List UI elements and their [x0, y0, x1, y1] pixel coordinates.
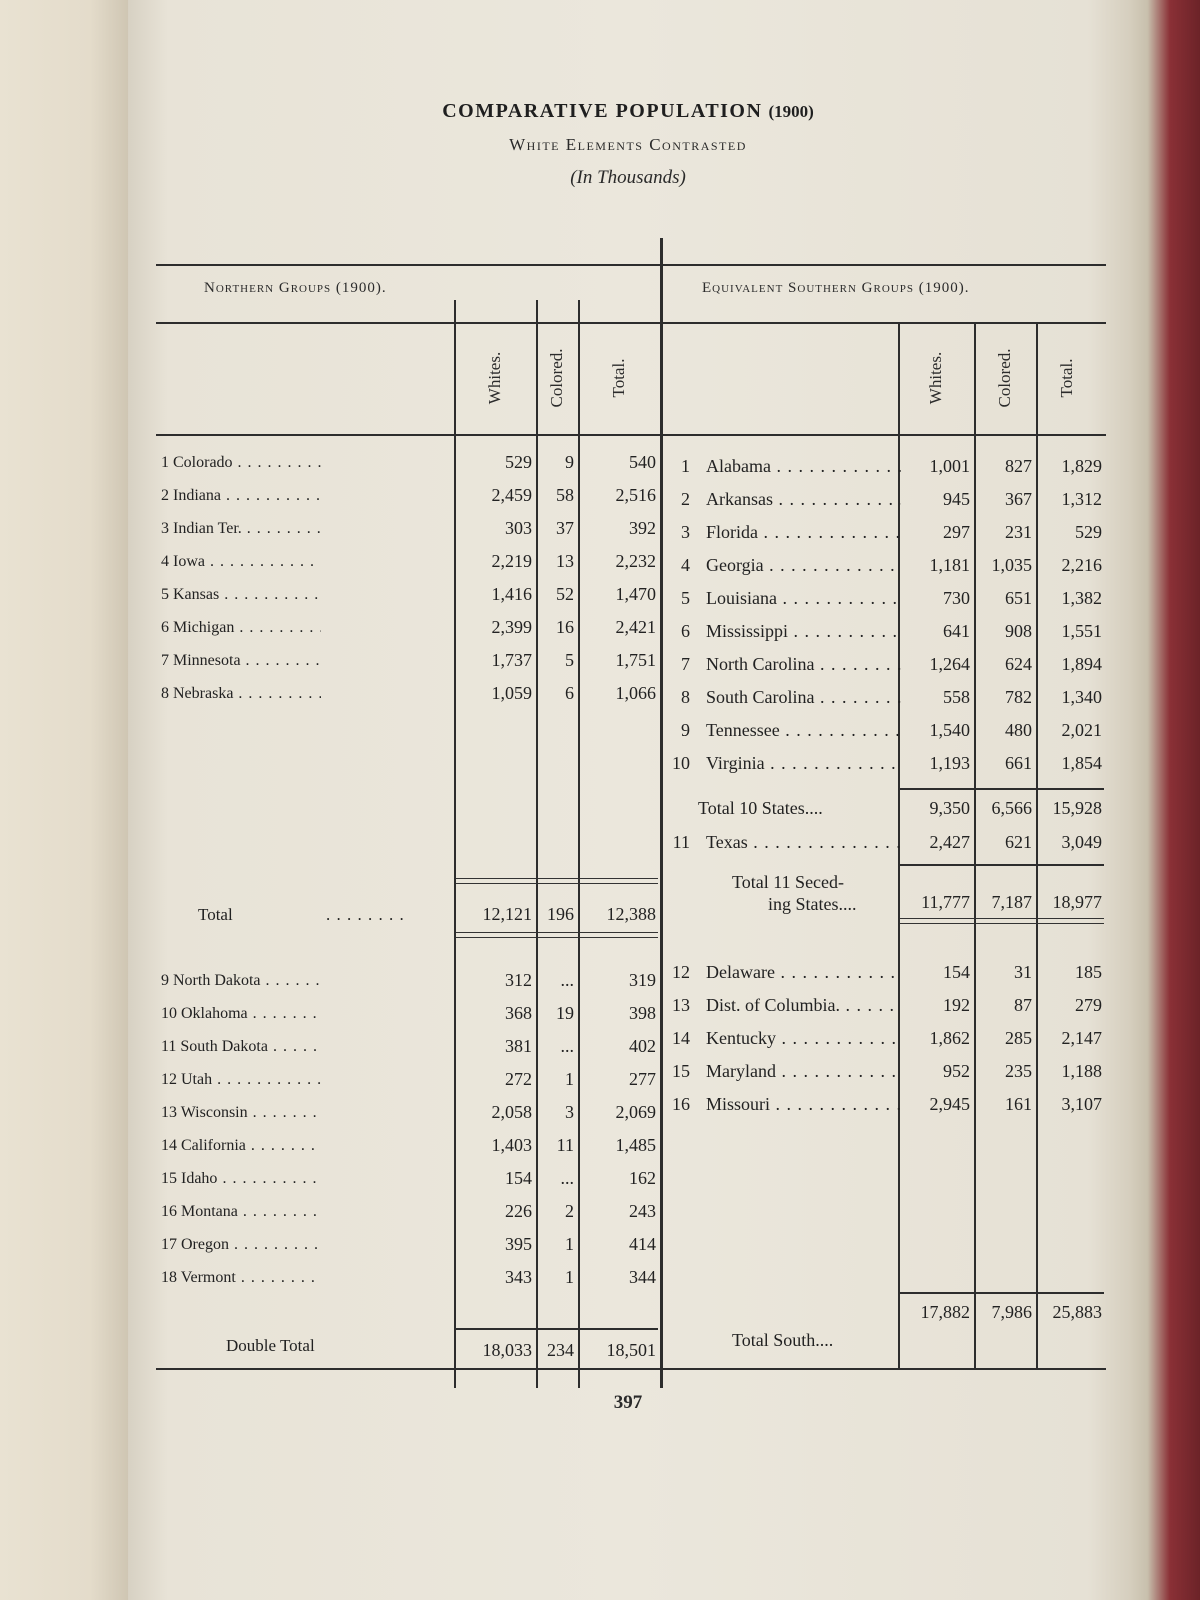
colored-value: ...	[560, 1168, 574, 1188]
whites-value: 1,059	[491, 683, 532, 703]
table-row	[156, 654, 1106, 687]
page-number: 397	[613, 1392, 643, 1413]
colored-value: 11	[556, 1135, 574, 1155]
colored-value: 1	[565, 1267, 574, 1287]
total-value: 1,066	[615, 683, 656, 703]
top-rule	[156, 264, 1106, 266]
total-rule	[900, 864, 1104, 866]
total-10-whites: 9,350	[929, 798, 970, 818]
colored-value: 285	[1005, 1028, 1032, 1048]
state-name: 18 Vermont . . .	[161, 1269, 321, 1287]
row-index: 7	[681, 654, 690, 674]
state-name: 10 Oklahoma . . .	[161, 1005, 321, 1023]
unit-note: (In Thousands)	[570, 167, 686, 188]
north-double-total-total: 18,501	[606, 1340, 656, 1360]
southern-heading: Equivalent Southern Groups (1900).	[702, 280, 970, 296]
state-name: South Carolina . . .	[706, 687, 901, 708]
total-value: 1,312	[1061, 489, 1102, 509]
whites-value: 1,264	[929, 654, 970, 674]
total-value: 2,421	[615, 617, 656, 637]
colored-value: 908	[1005, 621, 1032, 641]
whites-value: 1,416	[491, 584, 532, 604]
state-name: North Carolina . . .	[706, 654, 901, 675]
whites-value: 2,945	[929, 1094, 970, 1114]
colored-value: 480	[1005, 720, 1032, 740]
state-name: 6 Michigan . . .	[161, 619, 321, 637]
table-row	[156, 456, 1106, 489]
table-row	[156, 687, 1106, 720]
row-index: 8	[681, 687, 690, 707]
whites-value: 297	[943, 522, 970, 542]
total-value: 1,382	[1061, 588, 1102, 608]
whites-value: 641	[943, 621, 970, 641]
state-name: Kentucky . . .	[706, 1028, 901, 1049]
colored-value: 661	[1005, 753, 1032, 773]
colored-value: 58	[556, 485, 574, 505]
whites-value: 2,459	[491, 485, 532, 505]
north-total-total: 12,388	[606, 904, 656, 924]
row-index: 15	[672, 1061, 690, 1081]
state-name: Virginia . . .	[706, 753, 901, 774]
total-south-total: 25,883	[1052, 1302, 1102, 1322]
whites-value: 1,737	[491, 650, 532, 670]
colored-value: 9	[565, 452, 574, 472]
book-page	[128, 0, 1128, 1600]
table-row	[156, 588, 1106, 621]
colored-value: 87	[1014, 995, 1032, 1015]
colored-value: 13	[556, 551, 574, 571]
state-name: Dist. of Columbia. . . .	[706, 995, 901, 1016]
whites-value: 312	[505, 970, 532, 990]
total-11-label-line1: Total 11 Seced-	[732, 872, 845, 892]
total-rule	[456, 1328, 658, 1330]
row-index: 14	[672, 1028, 690, 1048]
whites-value: 154	[943, 962, 970, 982]
total-value: 1,894	[1061, 654, 1102, 674]
total-value: 3,049	[1061, 832, 1102, 852]
row-index: 4	[681, 555, 690, 575]
total-value: 2,021	[1061, 720, 1102, 740]
table-row	[156, 753, 1106, 786]
state-name: Florida . . .	[706, 522, 901, 543]
total-rule	[900, 1292, 1104, 1294]
population-table	[156, 238, 1106, 1408]
north-total-colored: 196	[547, 904, 574, 924]
state-name: 4 Iowa . . .	[161, 553, 321, 571]
colored-value: 6	[565, 683, 574, 703]
state-name: Tennessee . . .	[706, 720, 901, 741]
colored-value: 231	[1005, 522, 1032, 542]
total-10-colored: 6,566	[991, 798, 1032, 818]
total-value: 162	[629, 1168, 656, 1188]
whites-value: 529	[505, 452, 532, 472]
total-value: 1,188	[1061, 1061, 1102, 1081]
whites-value: 2,427	[929, 832, 970, 852]
whites-value: 272	[505, 1069, 532, 1089]
total-value: 392	[629, 518, 656, 538]
table-row	[156, 555, 1106, 588]
whites-value: 2,399	[491, 617, 532, 637]
total-value: 2,147	[1061, 1028, 1102, 1048]
whites-value: 381	[505, 1036, 532, 1056]
total-value: 529	[1075, 522, 1102, 542]
colored-value: 19	[556, 1003, 574, 1023]
total-rule	[456, 932, 658, 938]
colored-value: 1	[565, 1234, 574, 1254]
total-value: 3,107	[1061, 1094, 1102, 1114]
total-south-whites: 17,882	[920, 1302, 970, 1322]
state-name: Arkansas . . .	[706, 489, 901, 510]
facing-page	[0, 0, 129, 1600]
whites-value: 343	[505, 1267, 532, 1287]
colored-value: 31	[1014, 962, 1032, 982]
table-row	[156, 1133, 660, 1166]
col-head-colored: Colored.	[547, 348, 566, 408]
total-value: 2,216	[1061, 555, 1102, 575]
north-total-whites: 12,121	[482, 904, 532, 924]
colored-value: 5	[565, 650, 574, 670]
colored-value: 1	[565, 1069, 574, 1089]
whites-value: 395	[505, 1234, 532, 1254]
total-value: 2,069	[615, 1102, 656, 1122]
total-south-label: Total South....	[732, 1330, 834, 1350]
row-index: 13	[672, 995, 690, 1015]
north-double-total-colored: 234	[547, 1340, 574, 1360]
total-11-whites: 11,777	[921, 892, 970, 912]
state-name: 7 Minnesota . . .	[161, 652, 321, 670]
colored-value: 621	[1005, 832, 1032, 852]
table-row	[156, 1199, 660, 1232]
col-head-total: Total.	[1057, 358, 1076, 398]
whites-value: 226	[505, 1201, 532, 1221]
northern-heading: Northern Groups (1900).	[204, 280, 387, 296]
total-value: 1,551	[1061, 621, 1102, 641]
state-name: Delaware . . .	[706, 962, 901, 983]
total-value: 1,751	[615, 650, 656, 670]
state-name: Mississippi . . .	[706, 621, 901, 642]
col-head-whites: Whites.	[485, 351, 504, 405]
total-value: 398	[629, 1003, 656, 1023]
book-edge	[1125, 0, 1200, 1600]
total-value: 344	[629, 1267, 656, 1287]
state-name: Maryland . . .	[706, 1061, 901, 1082]
colored-value: 3	[565, 1102, 574, 1122]
row-index: 10	[672, 753, 690, 773]
colored-value: 2	[565, 1201, 574, 1221]
table-row	[156, 489, 1106, 522]
whites-value: 1,193	[929, 753, 970, 773]
colored-value: 782	[1005, 687, 1032, 707]
state-name: 5 Kansas . . .	[161, 586, 321, 604]
table-row	[156, 1265, 660, 1298]
table-row	[156, 1028, 1106, 1061]
total-11-total: 18,977	[1052, 892, 1102, 912]
state-name: 1 Colorado . . .	[161, 454, 321, 472]
total-south-colored: 7,986	[991, 1302, 1032, 1322]
whites-value: 368	[505, 1003, 532, 1023]
total-rule	[456, 878, 658, 884]
state-name: 17 Oregon . . .	[161, 1236, 321, 1254]
table-row	[156, 995, 1106, 1028]
page-header	[128, 100, 1128, 189]
colored-value: 651	[1005, 588, 1032, 608]
total-value: 414	[629, 1234, 656, 1254]
table-row	[156, 1166, 660, 1199]
state-name: 13 Wisconsin . . .	[161, 1104, 321, 1122]
row-index: 6	[681, 621, 690, 641]
colored-value: ...	[560, 970, 574, 990]
whites-value: 192	[943, 995, 970, 1015]
whites-value: 1,181	[929, 555, 970, 575]
state-name: 8 Nebraska . . .	[161, 685, 321, 703]
whites-value: 2,058	[491, 1102, 532, 1122]
table-row	[156, 522, 1106, 555]
table-row	[156, 621, 1106, 654]
north-total-label: Total	[198, 905, 233, 924]
whites-value: 1,862	[929, 1028, 970, 1048]
row-index: 11	[672, 832, 690, 852]
total-rule	[900, 788, 1104, 790]
col-head-colored: Colored.	[995, 348, 1014, 408]
state-name: Georgia . . .	[706, 555, 901, 576]
whites-value: 1,403	[491, 1135, 532, 1155]
total-value: 1,485	[615, 1135, 656, 1155]
table-row	[156, 1094, 1106, 1127]
whites-value: 558	[943, 687, 970, 707]
state-name: 15 Idaho . . .	[161, 1170, 321, 1188]
colored-value: 16	[556, 617, 574, 637]
total-value: 1,340	[1061, 687, 1102, 707]
state-name: 12 Utah . . .	[161, 1071, 321, 1089]
total-value: 1,470	[615, 584, 656, 604]
row-index: 12	[672, 962, 690, 982]
total-value: 1,829	[1061, 456, 1102, 476]
colored-value: 624	[1005, 654, 1032, 674]
colored-value: 235	[1005, 1061, 1032, 1081]
colored-value: 161	[1005, 1094, 1032, 1114]
total-value: 1,854	[1061, 753, 1102, 773]
state-name: Texas . . .	[706, 832, 901, 853]
total-11-colored: 7,187	[991, 892, 1032, 912]
state-name: Missouri . . .	[706, 1094, 901, 1115]
whites-value: 1,540	[929, 720, 970, 740]
state-name: Alabama . . .	[706, 456, 901, 477]
total-value: 2,516	[615, 485, 656, 505]
row-index: 9	[681, 720, 690, 740]
leader-dots: . . . . . . . .	[326, 905, 405, 924]
north-double-total-whites: 18,033	[482, 1340, 532, 1360]
page-title: COMPARATIVE POPULATION (1900)	[442, 100, 814, 122]
row-index: 2	[681, 489, 690, 509]
total-value: 279	[1075, 995, 1102, 1015]
table-row	[156, 720, 1106, 753]
colored-value: 827	[1005, 456, 1032, 476]
total-value: 540	[629, 452, 656, 472]
whites-value: 303	[505, 518, 532, 538]
state-name: 2 Indiana . . .	[161, 487, 321, 505]
whites-value: 1,001	[929, 456, 970, 476]
whites-value: 2,219	[491, 551, 532, 571]
col-head-whites: Whites.	[926, 351, 945, 405]
row-index: 5	[681, 588, 690, 608]
whites-value: 154	[505, 1168, 532, 1188]
row-index: 3	[681, 522, 690, 542]
center-divider	[660, 238, 663, 1388]
total-value: 319	[629, 970, 656, 990]
state-name: 3 Indian Ter. . . .	[161, 520, 321, 538]
colored-value: 37	[556, 518, 574, 538]
table-row	[156, 832, 1106, 865]
whites-value: 952	[943, 1061, 970, 1081]
total-value: 2,232	[615, 551, 656, 571]
colored-value: 52	[556, 584, 574, 604]
total-rule	[900, 918, 1104, 924]
table-row	[156, 1061, 1106, 1094]
colored-value: 1,035	[991, 555, 1032, 575]
total-10-label: Total 10 States....	[698, 798, 823, 818]
colored-value: ...	[560, 1036, 574, 1056]
table-row	[156, 1232, 660, 1265]
state-name: 14 California . . .	[161, 1137, 321, 1155]
row-index: 1	[681, 456, 690, 476]
whites-value: 730	[943, 588, 970, 608]
total-value: 243	[629, 1201, 656, 1221]
total-value: 185	[1075, 962, 1102, 982]
state-name: 16 Montana . . .	[161, 1203, 321, 1221]
page-subtitle: White Elements Contrasted	[509, 135, 747, 154]
colored-value: 367	[1005, 489, 1032, 509]
bottom-rule	[156, 1368, 1106, 1370]
state-name: Louisiana . . .	[706, 588, 901, 609]
table-row	[156, 962, 1106, 995]
total-10-total: 15,928	[1052, 798, 1102, 818]
total-11-label-line2: ing States....	[768, 894, 857, 914]
whites-value: 945	[943, 489, 970, 509]
state-name: 9 North Dakota . . .	[161, 972, 321, 990]
total-value: 277	[629, 1069, 656, 1089]
row-index: 16	[672, 1094, 690, 1114]
north-double-total-label: Double Total	[226, 1336, 315, 1355]
col-head-total: Total.	[609, 358, 628, 398]
total-value: 402	[629, 1036, 656, 1056]
state-name: 11 South Dakota . . .	[161, 1038, 321, 1056]
